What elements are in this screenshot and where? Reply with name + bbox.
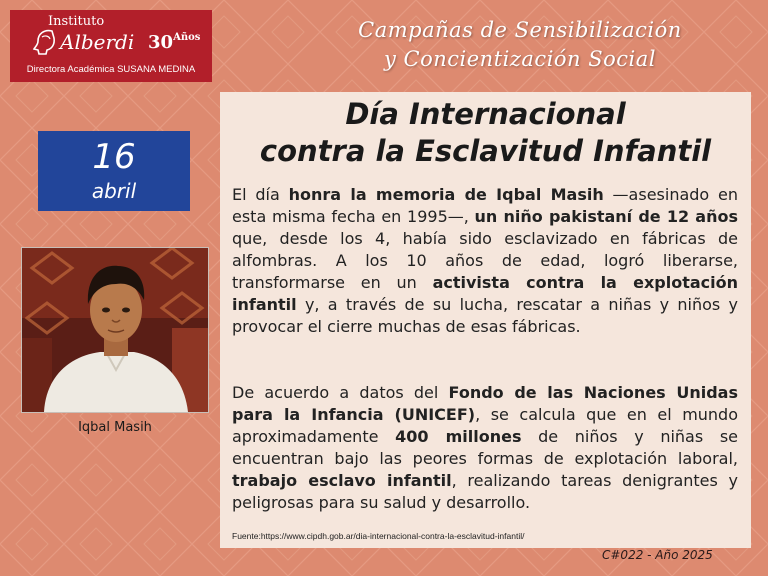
date-box — [38, 131, 190, 211]
campaign-title — [300, 16, 740, 74]
institute-logo — [10, 10, 212, 82]
body-text: de niños y niñas se encuentran bajo las peores formas de explotación laboral, — [232, 427, 739, 468]
photo-caption: Iqbal Masih — [78, 420, 152, 435]
date-day: 16 — [92, 137, 136, 177]
highlight-text: honra la memoria de Iqbal Masih — [288, 185, 604, 204]
logo-institute-text: Instituto — [48, 14, 105, 29]
iqbal-masih-photo — [22, 248, 208, 412]
director-line: Directora Académica SUSANA MEDINA — [26, 64, 196, 75]
anniversary-word: Años — [173, 32, 201, 43]
article-title — [220, 96, 751, 170]
article-card — [220, 92, 751, 548]
body-text: De acuerdo a datos del — [232, 383, 449, 402]
body-text: y, a través de su lucha, rescatar a niñas y niños y provocar el cierre muchas de esas fábricas. — [232, 295, 738, 336]
logo-name-text: Alberdi — [60, 30, 135, 54]
highlight-text: Fondo de las Naciones Unidas para la Infancia (UNICEF) — [232, 383, 739, 424]
body-text: , realizando tareas denigrantes y peligrosas para su salud y desarrollo. — [232, 471, 739, 512]
source-link[interactable]: Fuente:https://www.cipdh.gob.ar/dia-internacional-contra-la-esclavitud-infantil/ — [232, 531, 525, 541]
footer-code: C#022 - Año 2025 — [602, 548, 713, 562]
article-title-line1: Día Internacional — [345, 97, 626, 131]
anniversary-badge — [148, 32, 200, 53]
anniversary-number: 30 — [148, 32, 174, 53]
highlight-text: activista contra la explotación infantil — [232, 273, 738, 314]
body-text: —asesinado en esta misma fecha en 1995—, — [232, 185, 739, 226]
highlight-text: trabajo esclavo infantil — [232, 471, 452, 490]
campaign-title-line1: Campañas de Sensibilización — [358, 18, 682, 42]
article-paragraph-2 — [232, 382, 738, 514]
article-title-line2: contra la Esclavitud Infantil — [259, 134, 712, 168]
highlight-text: un niño pakistaní de 12 años — [474, 207, 738, 226]
body-text: que, desde los 4, había sido esclavizado en fábricas de alfombras. A los 10 años de edad, logró liberarse, transformarse en un — [232, 229, 738, 292]
date-month: abril — [91, 179, 137, 203]
highlight-text: 400 millones — [395, 427, 522, 446]
body-text: El día — [232, 185, 289, 204]
article-paragraph-1 — [232, 184, 738, 338]
campaign-title-line2: y Concientización Social — [383, 47, 656, 71]
body-text: , se calcula que en el mundo aproximadamente — [232, 405, 739, 446]
profile-head-icon — [32, 28, 58, 56]
